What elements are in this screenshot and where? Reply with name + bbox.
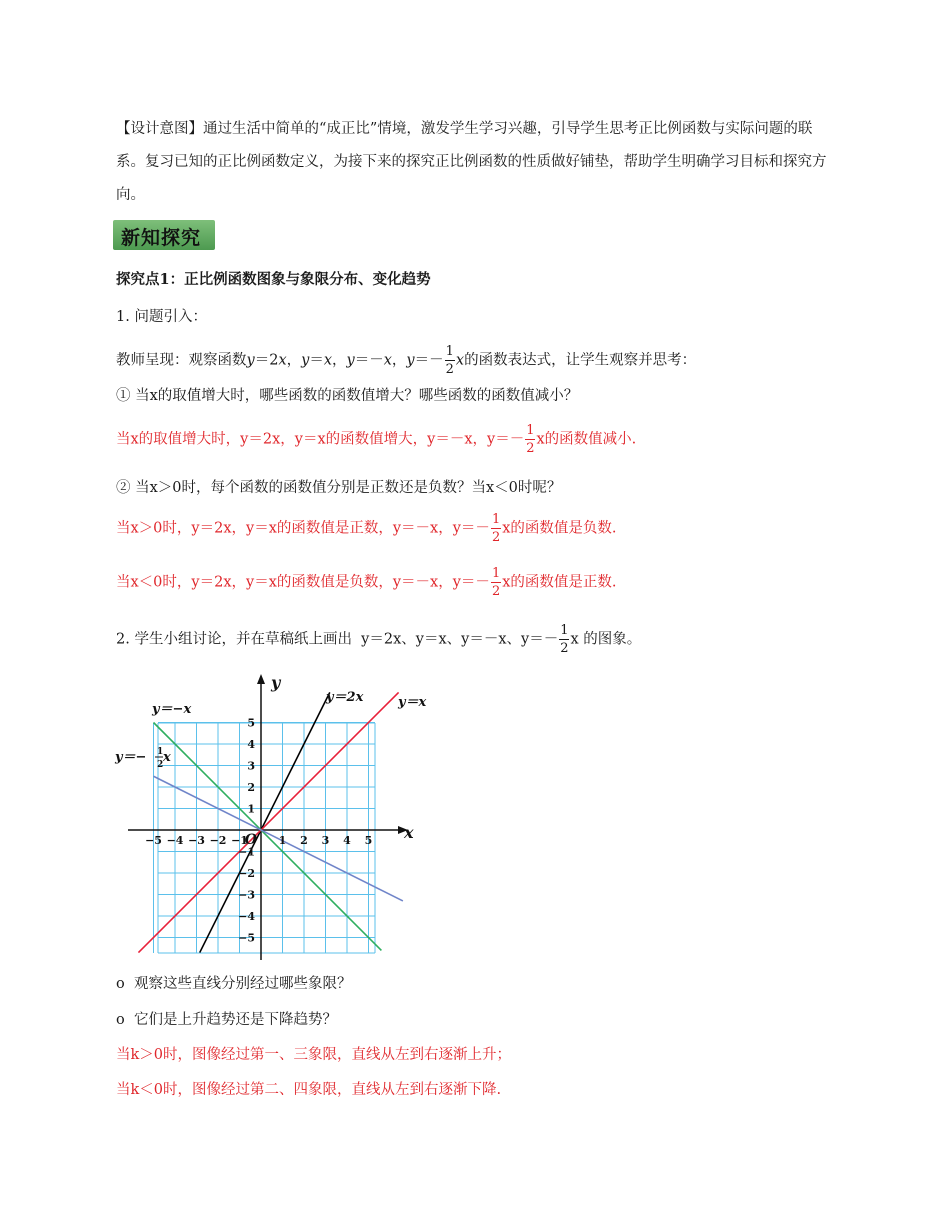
x-tick-label: 3 [321, 834, 330, 847]
x-tick-label: 4 [343, 834, 351, 847]
conclusion-positive-k: 当k＞0时，图像经过第一、三象限，直线从左到右逐渐上升； [116, 1047, 512, 1063]
teacher-suffix: 的函数表达式，让学生观察并思考： [464, 352, 697, 369]
x-tick-label: −5 [145, 834, 162, 847]
x-tick-label: 1 [278, 834, 287, 847]
function-graph [110, 668, 427, 963]
x-tick-label: −2 [209, 834, 227, 847]
answer-b2 [116, 567, 617, 598]
x-tick-label: −1 [231, 834, 248, 847]
answer-b1-tail: x的函数值是负数. [502, 520, 617, 537]
observation-text-2: 它们是上升趋势还是下降趋势？ [133, 1012, 337, 1028]
label-y-neg-half-prefix: y＝− [115, 750, 147, 765]
answer-a-tail: x的函数值减小. [536, 431, 637, 448]
x-tick-label: −4 [166, 834, 184, 847]
y-tick-label: 4 [247, 738, 255, 751]
line-y-x [138, 692, 398, 952]
observation-text-1: 观察这些直线分别经过哪些象限？ [133, 976, 352, 992]
section-banner [113, 220, 215, 250]
answer-b2-lead: 当x＜0时，y＝2x，y＝x的函数值是负数，y＝－x，y＝－ [116, 574, 490, 591]
y-axis-arrow-icon [257, 674, 265, 684]
x-axis-label: x [404, 823, 414, 842]
fraction: $\frac{1}{2}$ [560, 623, 569, 656]
y-tick-label: 1 [247, 802, 255, 816]
x-tick-label: 2 [300, 834, 308, 847]
label-fraction-den: 2 [157, 760, 164, 770]
fraction: $\frac{1}{2}$ [491, 566, 501, 599]
fraction: $\frac{1}{2}$ [445, 344, 454, 377]
answer-a [116, 424, 636, 455]
answer-b1 [116, 513, 617, 544]
observation-item-2 [116, 1013, 337, 1028]
function-lines [138, 692, 402, 952]
q2-suffix: x 的图象。 [570, 631, 642, 648]
y-tick-label: 5 [247, 716, 255, 730]
y-tick-label: 2 [247, 781, 255, 794]
teacher-presentation: 教师呈现：观察函数y＝2x，y＝x，y＝－x，y＝－ $\frac{1}{2}$ x的函数表达式，让学生观察并思考： [116, 344, 697, 377]
y-axis-label: y [271, 673, 281, 692]
bullet-icon: o [116, 976, 125, 992]
fraction: $\frac{1}{2}$ [526, 423, 535, 456]
y-tick-label: 3 [247, 759, 255, 773]
observation-item-1 [116, 977, 351, 992]
grid [154, 723, 376, 954]
label-y-x: y＝x [398, 695, 427, 710]
banner-label: 新知探究 [121, 227, 202, 249]
label-fraction-num: 1 [157, 747, 164, 757]
label-y-2x: y＝2x [326, 690, 364, 705]
bullet-icon: o [116, 1012, 125, 1028]
y-tick-label: −1 [238, 845, 255, 859]
teacher-prefix: 教师呈现：观察函数 [116, 352, 247, 369]
line-y-2x [200, 692, 330, 952]
y-tick-label: −3 [238, 888, 255, 902]
y-tick-label: −5 [238, 931, 255, 945]
answer-a-lead: 当x的取值增大时，y＝2x，y＝x的函数值增大，y＝－x，y＝－ [116, 431, 525, 448]
origin-label: O [244, 832, 257, 848]
x-tick-label: −3 [188, 834, 205, 847]
question-2 [116, 624, 641, 655]
y-tick-label: −4 [238, 910, 255, 923]
design-intent-paragraph: 【设计意图】通过生活中简单的“成正比”情境，激发学生学习兴趣，引导学生思考正比例函数与实际问题的联系。复习已知的正比例函数定义，为接下来的探究正比例函数的性质做好铺垫，帮助学生明确学习目标和探究方向。 [116, 121, 827, 203]
conclusion-negative-k: 当k＜0时，图像经过第二、四象限，直线从左到右逐渐下降. [116, 1082, 502, 1098]
question-b: ② 当x＞0时，每个函数的函数值分别是正数还是负数？当x＜0时呢？ [116, 480, 562, 496]
q2-functions: y＝2x、y＝x、y＝－x、y＝－ [361, 631, 559, 648]
question-intro-heading: 1. 问题引入： [116, 309, 207, 325]
x-tick-label: 5 [364, 834, 373, 847]
fraction: $\frac{1}{2}$ [491, 512, 501, 545]
q2-prefix: 2. 学生小组讨论，并在草稿纸上画出 [116, 631, 352, 648]
label-y-neg-x: y＝−x [152, 702, 192, 717]
y-tick-label: −2 [238, 867, 255, 880]
answer-b2-tail: x的函数值是正数. [502, 574, 617, 591]
answer-b1-lead: 当x＞0时，y＝2x，y＝x的函数值是正数，y＝－x，y＝－ [116, 520, 490, 537]
label-y-neg-half-x: x [163, 750, 171, 765]
section-title: 探究点1：正比例函数图象与象限分布、变化趋势 [116, 271, 431, 288]
question-a: ① 当x的取值增大时，哪些函数的函数值增大？哪些函数的函数值减小？ [116, 388, 579, 404]
